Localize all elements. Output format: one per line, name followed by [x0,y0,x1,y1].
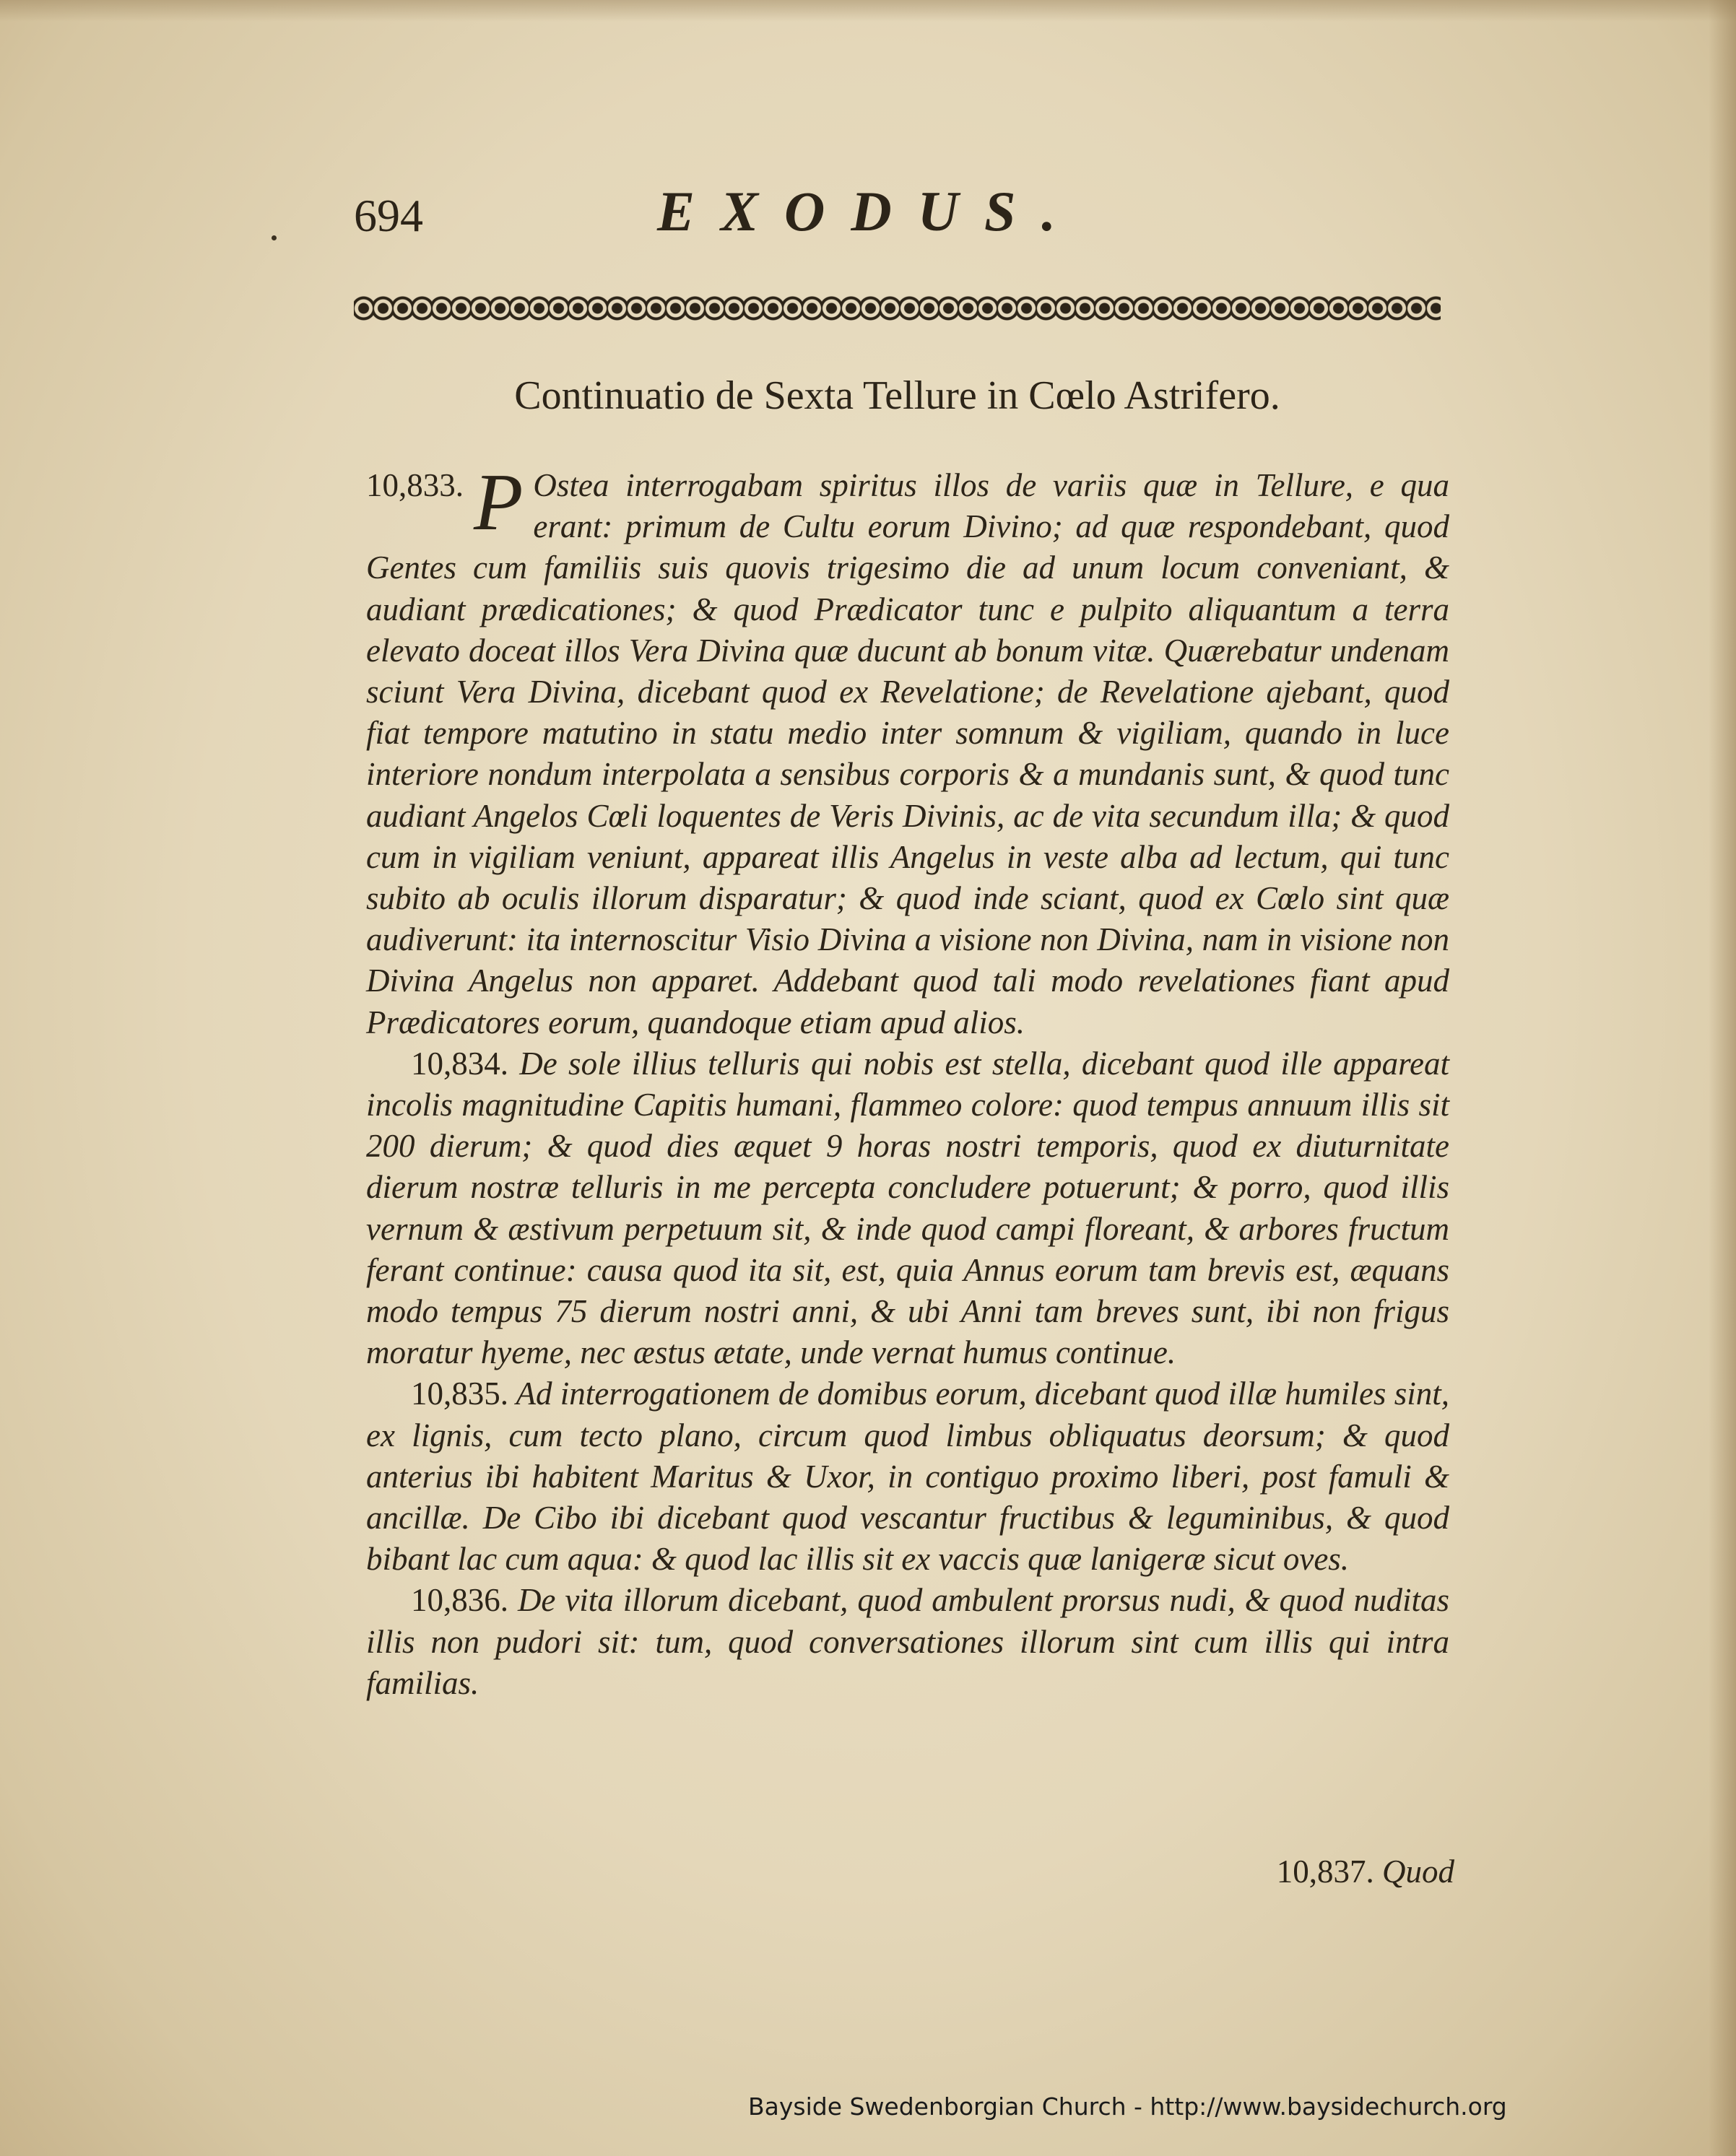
paragraph-number: 10,836. [411,1582,508,1619]
paragraph-number: 10,834. [411,1045,508,1082]
ornamental-rule [354,293,1441,323]
paragraph-text: De sole illius telluris qui nobis est stella, dicebant quod ille appareat incolis magnitudine Capitis humani, flammeo colore: quod tempus annuum illis sit 200 dierum; & quod dies æquet 9 horas nostri temporis, quod ex diuturnitate dierum nostræ telluris in me percepta concludere potuerunt; & porro, quod illis vernum & æstivum perpetuum sit, & inde quod campi floreant, & arbores fructum ferant continue: causa quod ita sit, est, quia Annus eorum tam brevis est, æquans modo tempus 75 dierum nostri anni, & ubi Anni tam breves sunt, ibi non frigus moratur hyeme, nec æstus ætate, unde vernat humus continue. [366,1045,1449,1371]
drop-cap: P [474,458,524,547]
catchword [1277,1853,1454,1890]
catchword-number: 10,837. [1276,1853,1374,1890]
page-edge-shadow-top [0,0,1736,22]
page-number: 694 [354,190,423,241]
page-edge-shadow-right [1709,0,1736,2156]
paragraph-text: De vita illorum dicebant, quod ambulent prorsus nudi, & quod nuditas illis non pudori sit: tum, quod conversationes illorum sint cum illis qui intra familias. [366,1582,1450,1701]
paragraph-10836 [366,1580,1449,1704]
body-text [366,458,1450,1704]
running-title: EXODUS. [657,180,1082,243]
paragraph-10835 [366,1373,1449,1580]
paragraph-text: Ad interrogationem de domibus eorum, dicebant quod illæ humiles sint, ex lignis, cum tecto plano, circum quod limbus obliquatus deorsum; & quod anterius ibi habitent Maritus & Uxor, in contiguo proximo liberi, post famuli & ancillæ. De Cibo ibi dicebant quod vescantur fructibus & leguminibus, & quod bibant lac cum aqua: & quod lac illis sit ex vaccis quæ lanigeræ sicut oves. [366,1375,1449,1578]
paragraph-10833 [366,458,1449,1043]
page-header [354,179,1451,258]
paragraph-number: 10,833. [366,467,464,503]
section-title: Continuatio de Sexta Tellure in Cœlo Astrifero. [514,373,1280,418]
paragraph-10834 [366,1043,1449,1374]
watermark-text: Bayside Swedenborgian Church - http://www.baysidechurch.org [748,2092,1507,2121]
paragraph-number: 10,835. [411,1375,508,1412]
paragraph-text: Ostea interrogabam spiritus illos de variis quæ in Tellure, e qua erant: primum de Cultu eorum Divino; ad quæ respondebant, quod Gentes cum familiis suis quovis trigesimo die ad unum locum conveniant, & audiant prædicationes; & quod Prædicator tunc e pulpito aliquantum a terra elevato doceat illos Vera Divina quæ ducunt ab bonum vitæ. Quærebatur undenam sciunt Vera Divina, dicebant quod ex Revelatione; de Revelatione ajebant, quod fiat tempore matutino in statu medio inter somnum & vigiliam, quando in luce interiore nondum interpolata a sensibus corporis & a mundanis sunt, & quod tunc audiant Angelos Cœli loquentes de Veris Divinis, ac de vita secundum illa; & quod cum in vigiliam veniunt, appareat illis Angelus in veste alba ad lectum, qui tunc subito ab oculis illorum disparatur; & quod inde sciant, quod ex Cœlo sint quæ audiverunt: ita internoscitur Visio Divina a visione non Divina, nam in visione non Divina Angelus non apparet. Addebant quod tali modo revelationes fiant apud Prædicatores eorum, quandoque etiam apud alios. [366,467,1449,1040]
catchword-word: Quod [1382,1853,1454,1890]
ink-speck [272,235,277,240]
